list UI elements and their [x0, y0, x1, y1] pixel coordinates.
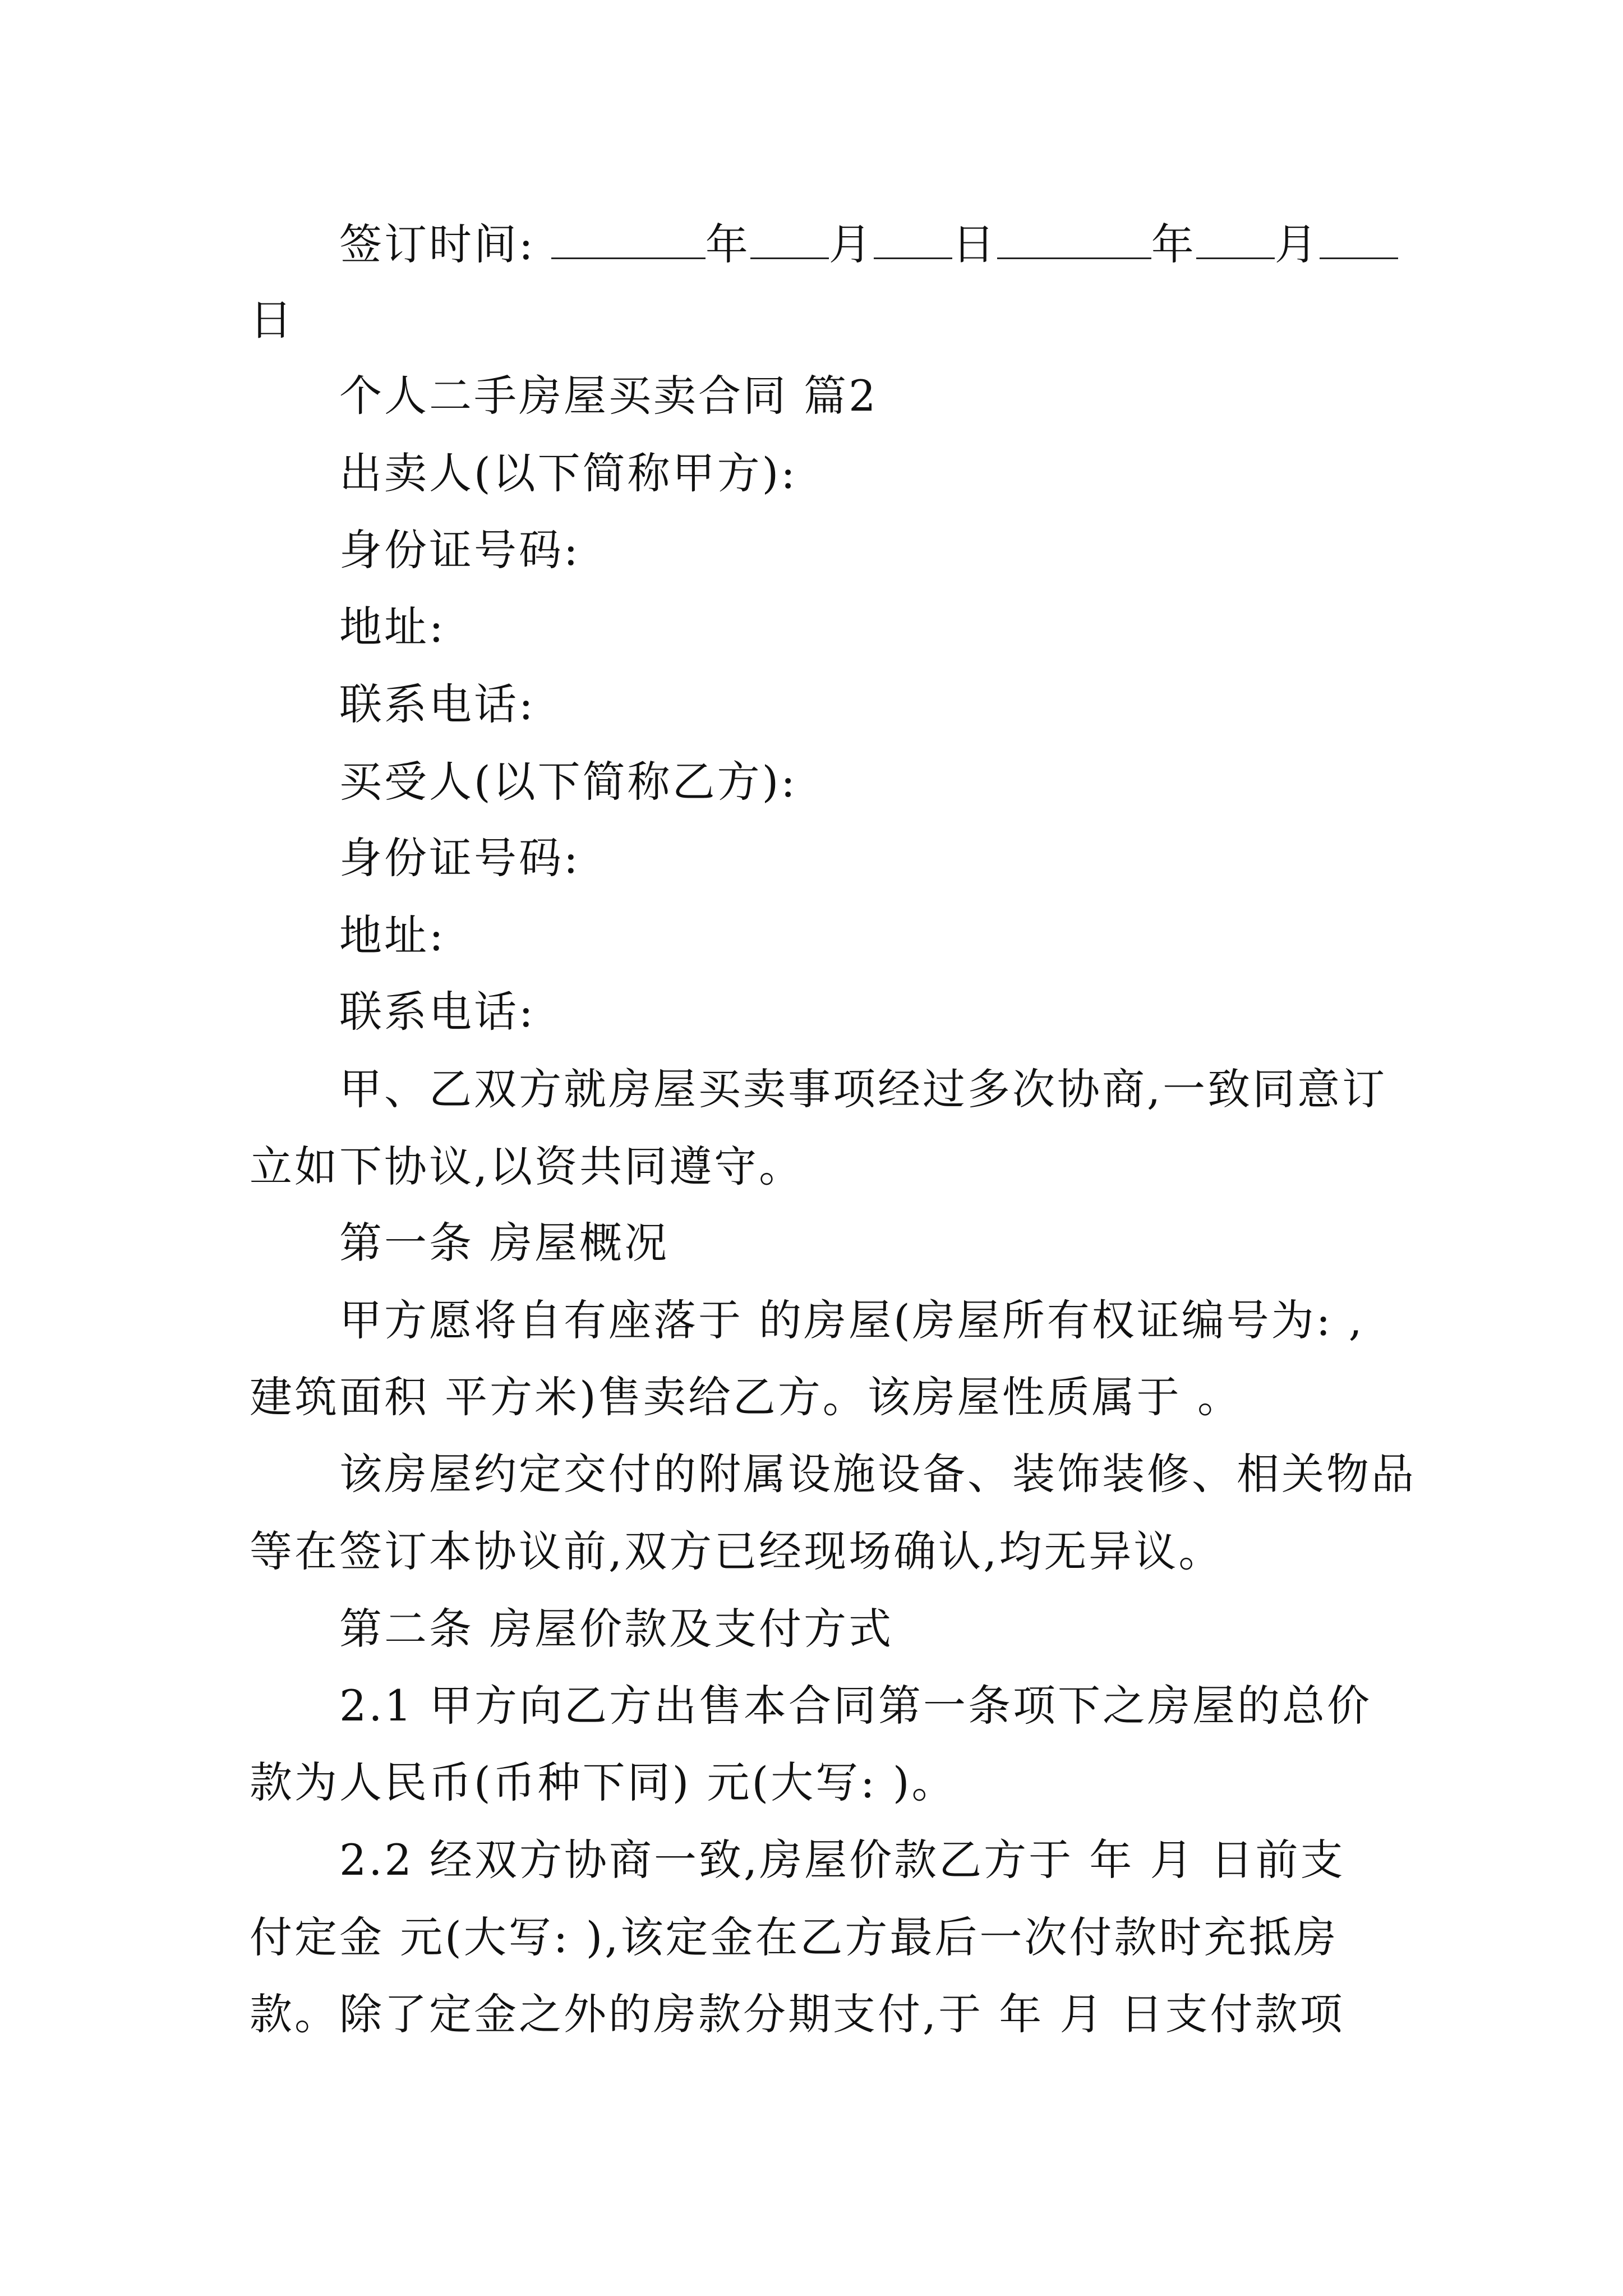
intro-line-2: 立如下协议,以资共同遵守。 — [250, 1142, 804, 1191]
seller-label: 出卖人(以下简称甲方): — [339, 448, 797, 498]
clause-2-1-line-1: 2.1 甲方向乙方出售本合同第一条项下之房屋的总价 — [339, 1681, 1372, 1731]
article1-p1-line-1: 甲方愿将自有座落于 的房屋(房屋所有权证编号为: , — [339, 1295, 1364, 1345]
section-title: 个人二手房屋买卖合同 篇2 — [339, 371, 878, 421]
article1-p1-line-2: 建筑面积 平方米)售卖给乙方。该房屋性质属于 。 — [250, 1372, 1242, 1422]
year2-blank — [997, 224, 1151, 259]
sign-date-label: 签订时间: — [339, 219, 536, 269]
buyer-id-label: 身份证号码: — [339, 833, 580, 883]
day-blank — [874, 224, 952, 259]
article1-title: 第一条 房屋概况 — [339, 1218, 670, 1268]
seller-id-label: 身份证号码: — [339, 525, 580, 575]
clause-2-2-line-3: 款。除了定金之外的房款分期支付,于 年 月 日支付款项 — [250, 1989, 1345, 2039]
clause-2-2-line-1: 2.2 经双方协商一致,房屋价款乙方于 年 月 日前支 — [339, 1835, 1345, 1885]
buyer-phone-label: 联系电话: — [339, 987, 536, 1037]
clause-2-1-line-2: 款为人民币(币种下同) 元(大写: )。 — [250, 1757, 957, 1807]
sign-date-line — [339, 219, 1398, 270]
year2-label: 年 — [1151, 219, 1196, 269]
month2-label: 月 — [1274, 219, 1320, 269]
year-blank — [551, 224, 706, 259]
month-blank — [750, 224, 829, 259]
seller-address-label: 地址: — [339, 602, 446, 652]
article1-p2-line-2: 等在签订本协议前,双方已经现场确认,均无异议。 — [250, 1526, 1224, 1576]
day-label: 日 — [952, 219, 997, 269]
year-label: 年 — [705, 219, 750, 269]
intro-line-1: 甲、乙双方就房屋买卖事项经过多次协商,一致同意订 — [339, 1064, 1387, 1114]
buyer-label: 买受人(以下简称乙方): — [339, 757, 797, 807]
day2-blank — [1320, 224, 1398, 259]
article2-title: 第二条 房屋价款及支付方式 — [339, 1604, 894, 1654]
month2-blank — [1196, 224, 1275, 259]
clause-2-2-line-2: 付定金 元(大写: ),该定金在乙方最后一次付款时充抵房 — [250, 1912, 1339, 1962]
seller-phone-label: 联系电话: — [339, 679, 536, 729]
month-label: 月 — [828, 219, 874, 269]
article1-p2-line-1: 该房屋约定交付的附属设施设备、装饰装修、相关物品 — [339, 1449, 1416, 1499]
buyer-address-label: 地址: — [339, 910, 446, 960]
sign-date-day-wrap: 日 — [250, 295, 294, 345]
